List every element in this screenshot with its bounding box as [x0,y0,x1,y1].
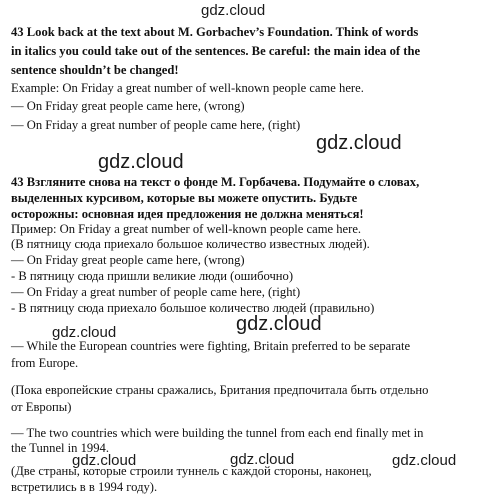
example-ru-translation: (В пятницу сюда приехало большое количество известных людей). [11,237,370,251]
answer-2-ru-line-1: (Две страны, которые строили туннель с каждой стороны, наконец, [11,464,372,478]
right-line-ru: — On Friday a great number of people came here, (right) [11,285,301,299]
wrong-line-en: — On Friday great people came here, (wrong) [11,99,245,113]
answer-2-line-1: — The two countries which were building the tunnel from each end finally met in [11,426,424,440]
task-heading-en-line-1: 43 Look back at the text about M. Gorbachev’s Foundation. Think of words [11,25,419,39]
watermark: gdz.cloud [72,452,137,469]
task-heading-ru-line-3: осторожны: основная идея предложения не должна меняться! [11,207,364,221]
watermark: gdz.cloud [230,451,295,468]
example-ru: Пример: On Friday a great number of well-known people came here. [11,222,362,236]
task-heading-en-line-2: in italics you could take out of the sentences. Be careful: the main idea of the [11,44,421,58]
answer-1-line-2: from Europe. [11,356,79,370]
right-line-ru-translation: - В пятницу сюда приехало большое количество людей (правильно) [11,301,375,315]
watermark: gdz.cloud [201,2,266,19]
task-heading-ru-line-1: 43 Взгляните снова на текст о фонде М. Горбачева. Подумайте о словах, [11,175,420,189]
answer-1-ru-line-2: от Европы) [11,400,72,414]
watermark: gdz.cloud [392,452,457,469]
answer-2-line-2: the Tunnel in 1994. [11,441,109,455]
answer-1-ru-line-1: (Пока европейские страны сражались, Британия предпочитала быть отдельно [11,383,429,397]
task-heading-en-line-3: sentence shouldn’t be changed! [11,63,179,77]
right-line-en: — On Friday a great number of people came here, (right) [11,118,301,132]
task-heading-ru-line-2: выделенных курсивом, которые вы можете опустить. Будьте [11,191,358,205]
watermark: gdz.cloud [98,151,184,173]
wrong-line-ru: — On Friday great people came here, (wrong) [11,253,245,267]
answer-2-ru-line-2: встретились в в 1994 году). [11,480,158,494]
wrong-line-ru-translation: - В пятницу сюда пришли великие люди (ошибочно) [11,269,294,283]
example-en: Example: On Friday a great number of well-known people came here. [11,81,364,95]
watermark: gdz.cloud [52,324,117,341]
answer-1-line-1: — While the European countries were fighting, Britain preferred to be separate [11,339,411,353]
watermark: gdz.cloud [236,313,322,335]
watermark: gdz.cloud [316,132,402,154]
